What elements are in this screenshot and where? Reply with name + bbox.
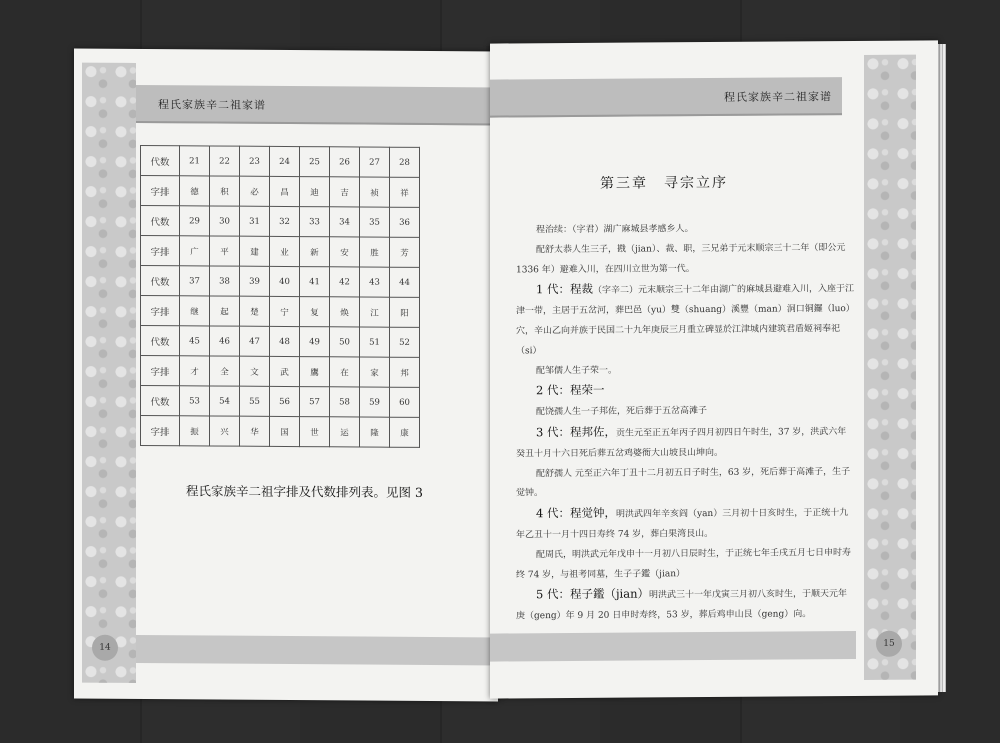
table-cell: 振: [180, 416, 210, 446]
table-cell: 阳: [390, 297, 420, 327]
paragraph-text: 程治续：（字君）湖广麻城县孝感乡人。: [536, 224, 694, 236]
left-page: [74, 49, 498, 702]
table-cell: 48: [270, 326, 300, 356]
table-row: [141, 175, 420, 207]
table-cell: 51: [360, 327, 390, 357]
table-cell: 32: [270, 206, 300, 236]
table-cell: 芳: [390, 237, 420, 267]
table-cell: 康: [390, 417, 420, 447]
table-cell: 起: [210, 296, 240, 326]
table-cell: 迪: [300, 177, 330, 207]
table-cell: 29: [180, 206, 210, 236]
table-row: [141, 235, 420, 267]
table-cell: 家: [360, 357, 390, 387]
paragraph: [516, 463, 854, 505]
table-cell: 21: [180, 146, 210, 176]
table-cell: 47: [240, 326, 270, 356]
table-cell: 祯: [360, 177, 390, 207]
table-cell: 在: [330, 357, 360, 387]
table-cell: 50: [330, 327, 360, 357]
floral-border: [864, 55, 916, 680]
paragraph-text: （字辛二）元末顺宗三十二年由湖广的麻城县避难入川，入座于江津一带，主居于五岔河，葬巴邑（yu）雙（shuang）溪豐（man）洞口铜鑼（luo）穴，辛山乙向并族于民国二十九年庚辰三月重立碑显於江津城内建筑君盾姬祠奉祀（si）: [516, 284, 854, 357]
table-cell: 德: [180, 176, 210, 206]
table-row: [141, 295, 420, 327]
header-title: 程氏家族辛二祖家谱: [724, 90, 832, 104]
table-cell: 吉: [330, 177, 360, 207]
table-cell: 59: [360, 387, 390, 417]
paragraph-text: 配邹儒人生子荣一。: [536, 365, 618, 376]
table-cell: 53: [180, 386, 210, 416]
row-label: 字排: [141, 235, 180, 265]
row-label: 字排: [141, 175, 180, 205]
table-cell: 宁: [270, 296, 300, 326]
table-cell: 运: [330, 417, 360, 447]
floral-border: [82, 63, 136, 683]
table-cell: 鷹: [300, 357, 330, 387]
table-cell: 业: [270, 236, 300, 266]
table-cell: 31: [240, 206, 270, 236]
table-cell: 焕: [330, 297, 360, 327]
table-cell: 35: [360, 207, 390, 237]
page-number: 14: [92, 635, 118, 661]
table-cell: 38: [210, 266, 240, 296]
table-cell: 26: [330, 147, 360, 177]
table-cell: 祥: [390, 177, 420, 207]
generation-heading: 4 代：程觉钟，: [536, 505, 616, 521]
chapter-title: 第三章 寻宗立序: [600, 174, 728, 192]
table-row: [141, 205, 420, 237]
paragraph: [516, 360, 854, 382]
page-footer: [490, 631, 856, 662]
table-row: [141, 355, 420, 387]
table-cell: 广: [180, 236, 210, 266]
row-label: 代数: [141, 205, 180, 235]
generation-heading: 5 代：程子鑑（jian）: [536, 586, 649, 602]
page-header: [490, 77, 842, 117]
paragraph: [516, 379, 854, 403]
paragraph: [516, 421, 854, 465]
table-row: [141, 265, 420, 297]
table-row: [141, 325, 420, 357]
table-cell: 楚: [240, 296, 270, 326]
generation-heading: 2 代：程荣一: [536, 383, 605, 398]
table-cell: 安: [330, 237, 360, 267]
page-footer: [136, 635, 498, 666]
table-cell: 52: [390, 327, 420, 357]
table-cell: 昌: [270, 176, 300, 206]
table-cell: 44: [390, 267, 420, 297]
table-cell: 平: [210, 236, 240, 266]
table-cell: 22: [210, 146, 240, 176]
row-label: 字排: [141, 415, 180, 445]
paragraph-text: 明洪武三十一年戊寅三月初八亥时生，于顺天元年庚（geng）年 9 月 20 日申时寿终，53 岁，葬后鸡申山艮（geng）向。: [516, 589, 847, 622]
table-cell: 国: [270, 416, 300, 446]
generation-heading: 3 代：程邦佐，: [536, 424, 616, 440]
right-page: [490, 40, 938, 698]
table-cell: 江: [360, 297, 390, 327]
table-cell: 34: [330, 207, 360, 237]
table-cell: 40: [270, 266, 300, 296]
table-cell: 45: [180, 326, 210, 356]
table-cell: 49: [300, 327, 330, 357]
table-cell: 24: [270, 146, 300, 176]
table-cell: 41: [300, 267, 330, 297]
row-label: 代数: [141, 325, 180, 355]
table-row: [141, 145, 420, 177]
table-cell: 建: [240, 236, 270, 266]
table-cell: 46: [210, 326, 240, 356]
table-cell: 58: [330, 387, 360, 417]
paragraph-text: 配周氏，明洪武元年戊申十一月初八日辰时生，于正统七年壬戌五月七日申时寿终 74 岁，与祖考同墓，生子子鑑（jian）: [516, 547, 852, 580]
table-cell: 才: [180, 356, 210, 386]
row-label: 字排: [141, 355, 180, 385]
table-cell: 积: [210, 176, 240, 206]
table-cell: 60: [390, 387, 420, 417]
table-caption: 程氏家族辛二祖字排及代数排列表。见图 3: [186, 483, 423, 500]
generation-table: [140, 145, 420, 448]
table-cell: 43: [360, 267, 390, 297]
paragraph-text: 配舒太恭人生三子，戡（jian）、裁、职，三兄弟于元末顺宗三十二年（即公元 1336 年）避难入川，在四川立世为第一代。: [516, 242, 846, 275]
table-cell: 邦: [390, 357, 420, 387]
paragraph: [516, 219, 854, 241]
table-cell: 54: [210, 386, 240, 416]
table-cell: 新: [300, 237, 330, 267]
row-label: 代数: [141, 265, 180, 295]
table-cell: 文: [240, 356, 270, 386]
table-cell: 30: [210, 206, 240, 236]
chapter-body: [516, 219, 854, 627]
table-cell: 55: [240, 386, 270, 416]
table-cell: 全: [210, 356, 240, 386]
table-cell: 37: [180, 266, 210, 296]
paragraph: [516, 502, 854, 546]
table-cell: 武: [270, 356, 300, 386]
row-label: 字排: [141, 295, 180, 325]
table-cell: 必: [240, 176, 270, 206]
paragraph: [516, 583, 854, 627]
paragraph-text: 明洪武四年辛亥阎（yan）三月初十日亥时生，于正统十九年乙丑十一月十四日寿终 74 岁，葬白果湾艮山。: [516, 508, 849, 541]
table-cell: 继: [180, 296, 210, 326]
table-cell: 33: [300, 207, 330, 237]
table-row: [141, 385, 420, 417]
table-cell: 56: [270, 386, 300, 416]
paragraph: [516, 544, 854, 586]
header-title: 程氏家族辛二祖家谱: [158, 98, 266, 112]
table-cell: 隆: [360, 417, 390, 447]
table-cell: 华: [240, 416, 270, 446]
table-cell: 36: [390, 207, 420, 237]
table-cell: 复: [300, 297, 330, 327]
paragraph-text: 配舒孺人 元至正六年丁丑十二月初五日子时生，63 岁，死后葬于高滩子，生子觉钟。: [516, 466, 851, 499]
page-number: 15: [876, 631, 902, 657]
table-cell: 世: [300, 417, 330, 447]
paragraph: [516, 278, 854, 362]
table-cell: 39: [240, 266, 270, 296]
paragraph: [516, 239, 854, 281]
page-header: [136, 85, 498, 126]
table-cell: 28: [390, 147, 420, 177]
table-row: [141, 415, 420, 447]
table-cell: 25: [300, 147, 330, 177]
table-cell: 27: [360, 147, 390, 177]
row-label: 代数: [141, 145, 180, 175]
paragraph: [516, 401, 854, 423]
table-cell: 42: [330, 267, 360, 297]
table-cell: 兴: [210, 416, 240, 446]
paragraph-text: 配饶孺人生一子邦佐，死后葬于五岔高滩子: [536, 406, 708, 418]
table-cell: 57: [300, 387, 330, 417]
generation-heading: 1 代：程裁: [536, 282, 593, 297]
table-cell: 胜: [360, 237, 390, 267]
row-label: 代数: [141, 385, 180, 415]
table-cell: 23: [240, 146, 270, 176]
paragraph-text: 贡生元至正五年丙子四月初四日午时生，37 岁，洪武六年癸丑十月十六日死后葬五岔鸡婆衙大山坡艮山坤向。: [516, 427, 847, 460]
